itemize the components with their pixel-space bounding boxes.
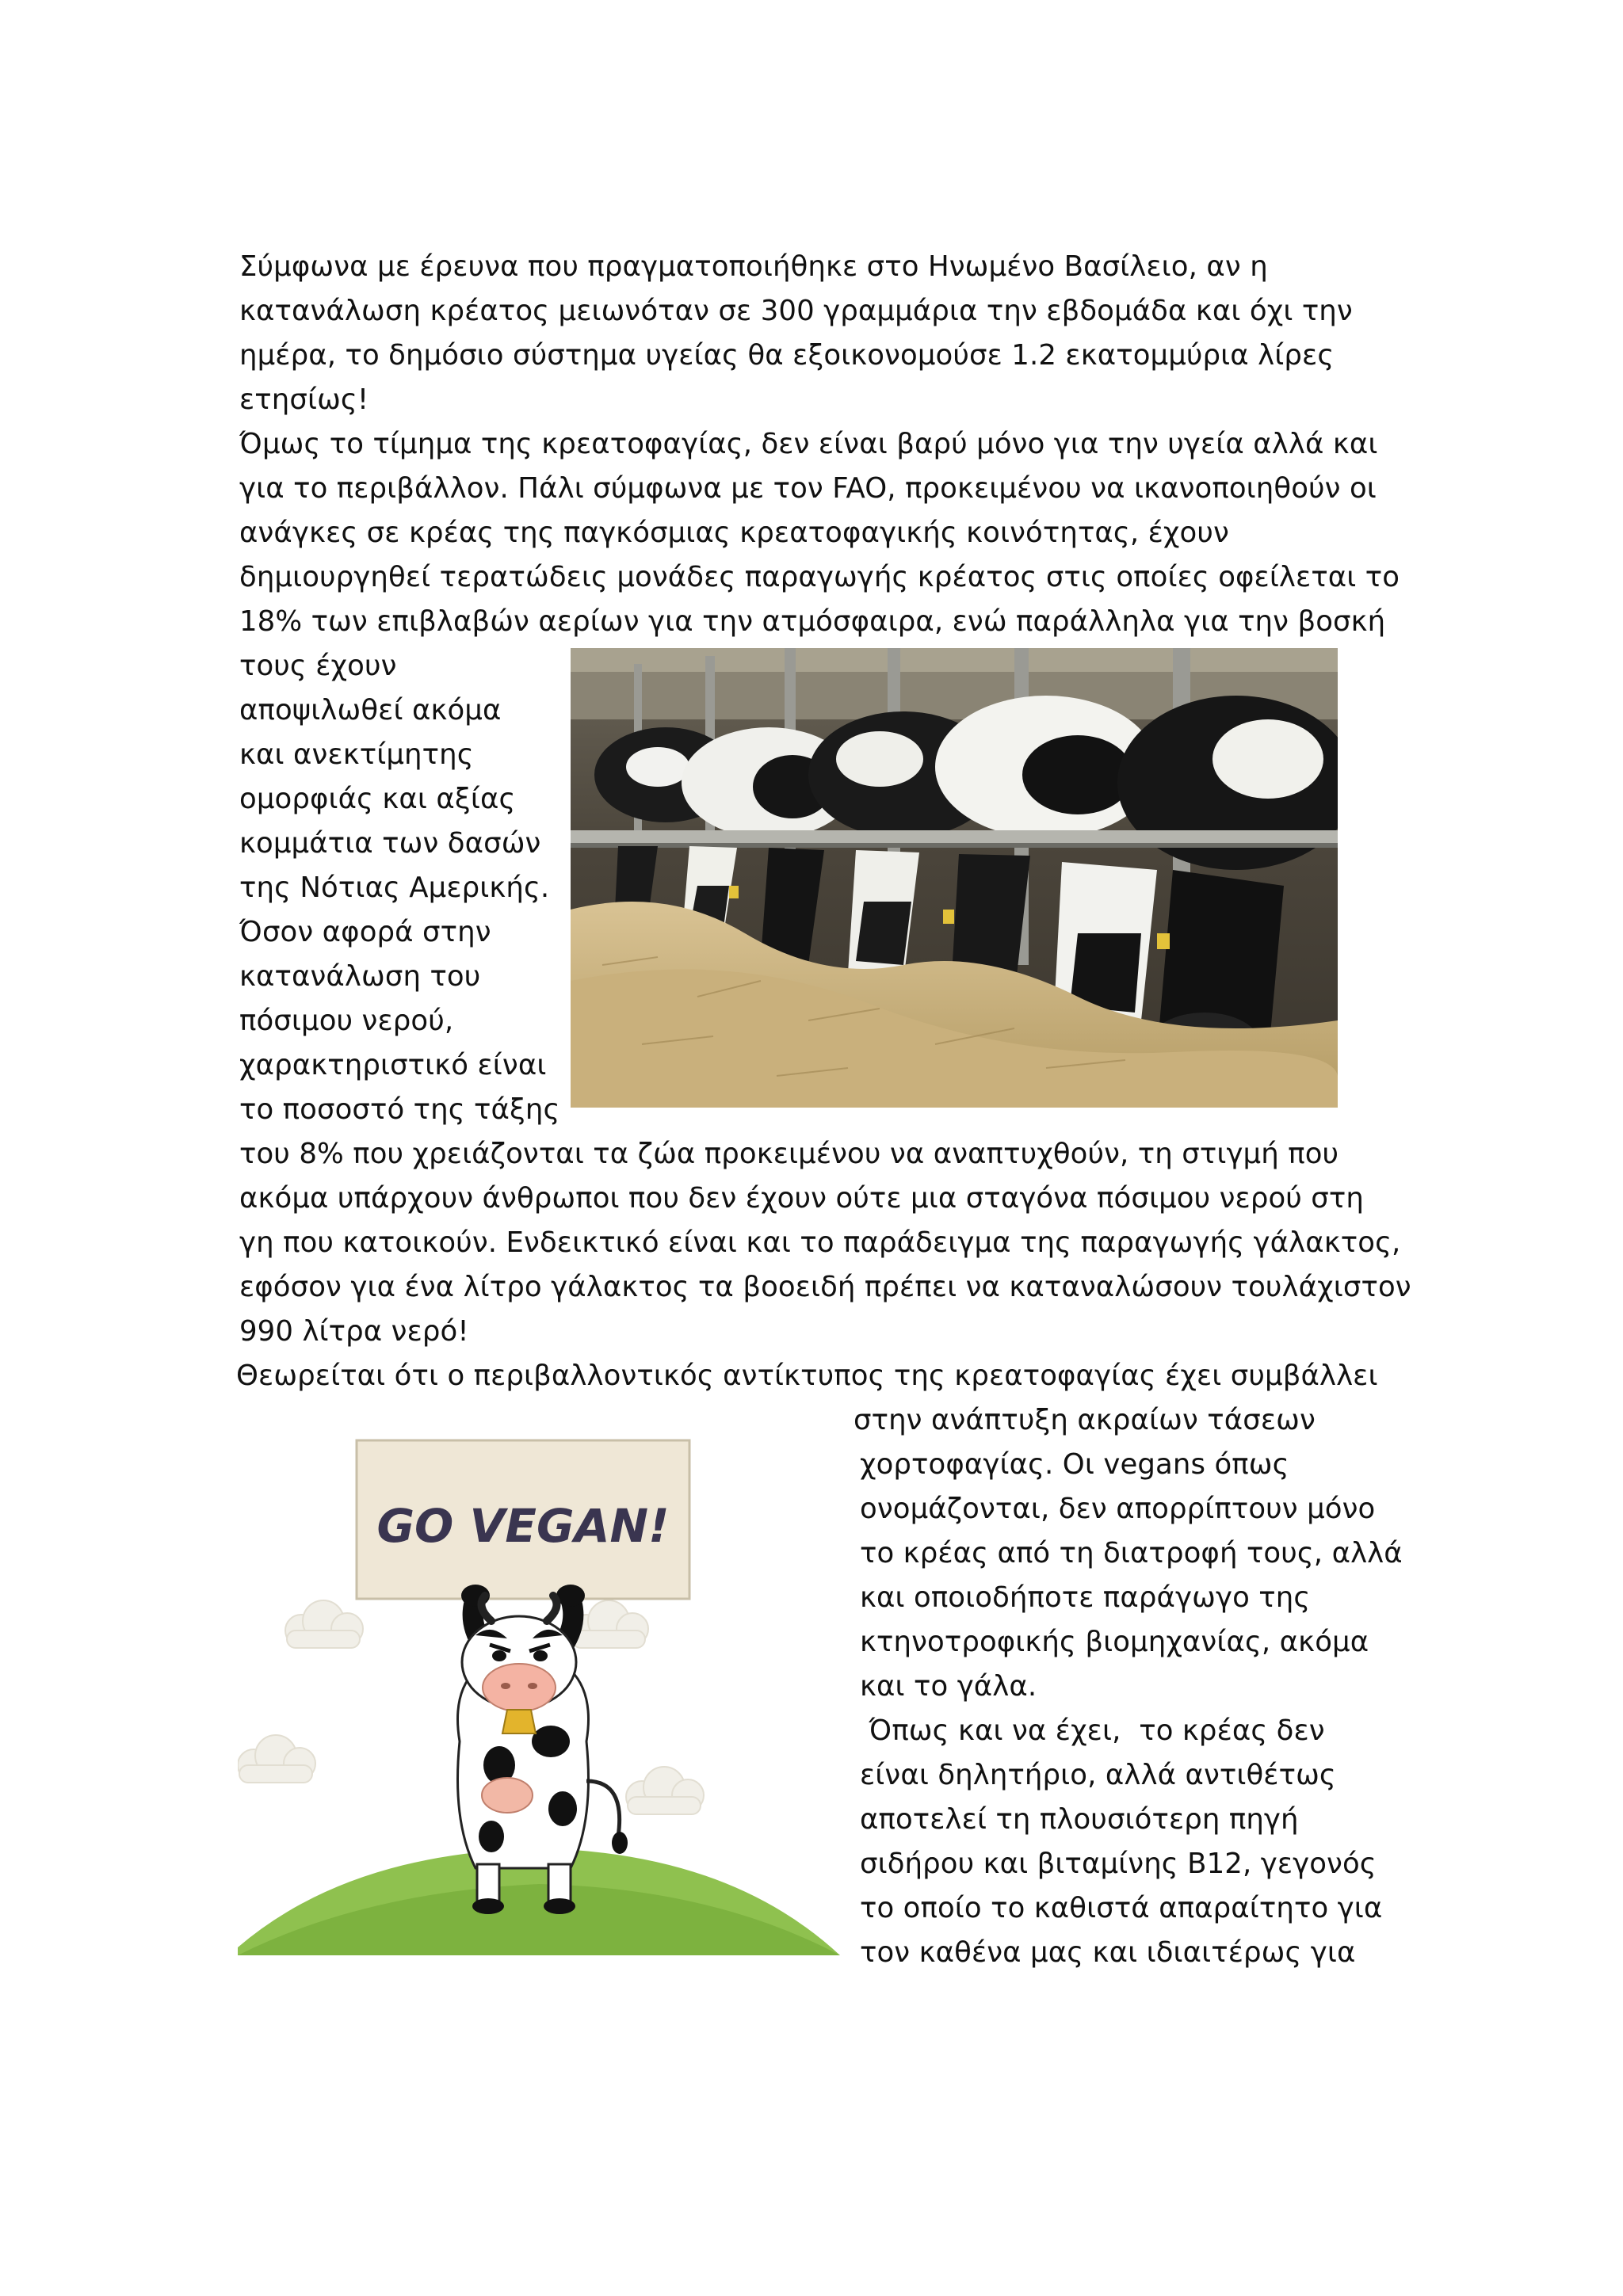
text-line: ετησίως! xyxy=(239,383,369,416)
text-line: τους έχουν xyxy=(239,650,397,682)
text-line: το οποίο το καθιστά απαραίτητο για xyxy=(860,1892,1383,1924)
text-line: Όμως το τίμημα της κρεατοφαγίας, δεν είναι βαρύ μόνο για την υγεία αλλά και xyxy=(239,428,1378,460)
text-line: ονομάζονται, δεν απορρίπτουν μόνο xyxy=(860,1493,1376,1525)
svg-text:GO VEGAN!: GO VEGAN! xyxy=(376,1499,670,1553)
text-line: ακόμα υπάρχουν άνθρωποι που δεν έχουν ούτε μια σταγόνα πόσιμου νερού στη xyxy=(239,1182,1364,1215)
text-line: κομμάτια των δασών xyxy=(239,827,541,860)
text-line: χορτοφαγίας. Οι vegans όπως xyxy=(860,1448,1289,1481)
text-line: το κρέας από τη διατροφή τους, αλλά xyxy=(860,1537,1403,1569)
text-line: και ανεκτίμητης xyxy=(239,738,474,771)
text-line: γη που κατοικούν. Ενδεικτικό είναι και το παράδειγμα της παραγωγής γάλακτος, xyxy=(239,1226,1401,1259)
text-line: το ποσοστό της τάξης xyxy=(239,1093,560,1126)
text-line: Σύμφωνα με έρευνα που πραγματοποιήθηκε στο Ηνωμένο Βασίλειο, αν η xyxy=(239,250,1268,283)
go-vegan-cow-cartoon xyxy=(238,1409,840,1955)
text-line: στην ανάπτυξη ακραίων τάσεων xyxy=(854,1404,1316,1436)
text-line: σιδήρου και βιταμίνης Β12, γεγονός xyxy=(860,1848,1377,1880)
text-line: 990 λίτρα νερό! xyxy=(239,1315,469,1348)
text-line: για το περιβάλλον. Πάλι σύμφωνα με τον FAO, προκειμένου να ικανοποιηθούν οι xyxy=(239,472,1377,505)
text-line: Όσον αφορά στην xyxy=(239,916,491,948)
text-line: πόσιμου νερού, xyxy=(239,1005,454,1037)
text-line: ημέρα, το δημόσιο σύστημα υγείας θα εξοικονομούσε 1.2 εκατομμύρια λίρες xyxy=(239,339,1335,372)
text-line: της Νότιας Αμερικής. xyxy=(239,871,550,904)
text-line: κατανάλωση κρέατος μειωνόταν σε 300 γραμμάρια την εβδομάδα και όχι την xyxy=(239,295,1353,327)
cows-feeding-photo xyxy=(571,648,1338,1108)
text-line: ομορφιάς και αξίας xyxy=(239,783,516,815)
text-line: αποτελεί τη πλουσιότερη πηγή xyxy=(860,1803,1299,1836)
text-line: εφόσον για ένα λίτρο γάλακτος τα βοοειδή πρέπει να καταναλώσουν τουλάχιστον xyxy=(239,1271,1411,1303)
text-line: κατανάλωση του xyxy=(239,960,481,993)
text-line: κτηνοτροφικής βιομηχανίας, ακόμα xyxy=(860,1626,1369,1658)
text-line: αποψιλωθεί ακόμα xyxy=(239,694,502,727)
text-line: του 8% που χρειάζονται τα ζώα προκειμένου να αναπτυχθούν, τη στιγμή που xyxy=(239,1138,1339,1170)
text-line: ανάγκες σε κρέας της παγκόσμιας κρεατοφαγικής κοινότητας, έχουν xyxy=(239,517,1229,549)
text-line: Όπως και να έχει, το κρέας δεν xyxy=(860,1714,1325,1747)
text-line: δημιουργηθεί τερατώδεις μονάδες παραγωγής κρέατος στις οποίες οφείλεται το xyxy=(239,561,1400,593)
text-line: και το γάλα. xyxy=(860,1670,1037,1703)
text-line: και οποιοδήποτε παράγωγο της xyxy=(860,1581,1311,1614)
text-line: 18% των επιβλαβών αερίων για την ατμόσφαιρα, ενώ παράλληλα για την βοσκή xyxy=(239,605,1386,638)
text-line: τον καθένα μας και ιδιαιτέρως για xyxy=(860,1936,1356,1969)
text-line: είναι δηλητήριο, αλλά αντιθέτως xyxy=(860,1759,1336,1791)
text-line: χαρακτηριστικό είναι xyxy=(239,1049,547,1081)
text-line: Θεωρείται ότι ο περιβαλλοντικός αντίκτυπος της κρεατοφαγίας έχει συμβάλλει xyxy=(236,1360,1378,1392)
